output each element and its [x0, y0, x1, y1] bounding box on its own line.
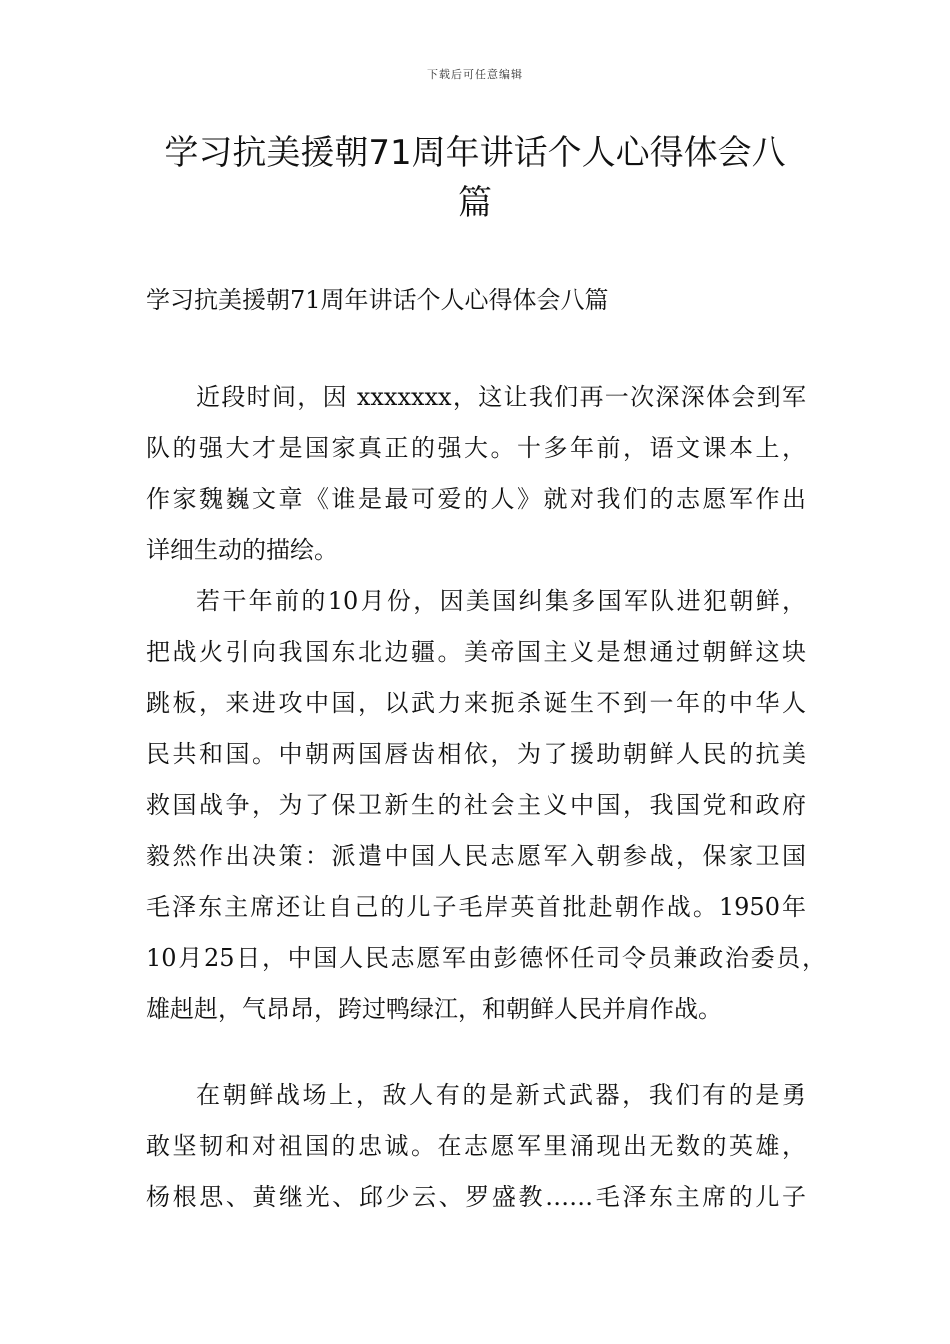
document-title — [120, 128, 830, 228]
paragraph-line: 杨根思、黄继光、邱少云、罗盛教……毛泽东主席的儿子 — [146, 1183, 806, 1211]
paragraph-line: 毅然作出决策：派遣中国人民志愿军入朝参战，保家卫国 — [146, 842, 806, 870]
title-line: 篇 — [458, 183, 492, 223]
title-line: 学习抗美援朝71周年讲话个人心得体会八 — [164, 133, 786, 173]
paragraph-3 — [146, 1070, 826, 1223]
paragraph-line: 雄赳赳，气昂昂，跨过鸭绿江，和朝鲜人民并肩作战。 — [146, 995, 722, 1023]
paragraph-line: 近段时间，因 xxxxxxx，这让我们再一次深深体会到军 — [196, 383, 806, 411]
paragraph-line: 在朝鲜战场上，敌人有的是新式武器，我们有的是勇 — [196, 1081, 806, 1109]
paragraph-line: 把战火引向我国东北边疆。美帝国主义是想通过朝鲜这块 — [146, 638, 806, 666]
paragraph-line: 10月25日，中国人民志愿军由彭德怀任司令员兼政治委员， — [146, 944, 826, 972]
header-note: 下载后可任意编辑 — [427, 68, 523, 81]
paragraph-line: 详细生动的描绘。 — [146, 536, 338, 564]
paragraph-line: 跳板，来进攻中国，以武力来扼杀诞生不到一年的中华人 — [146, 689, 806, 717]
paragraph-1 — [146, 372, 826, 576]
paragraph-line: 若干年前的10月份，因美国纠集多国军队进犯朝鲜， — [196, 587, 806, 615]
paragraph-line: 毛泽东主席还让自己的儿子毛岸英首批赴朝作战。1950年 — [146, 893, 806, 921]
paragraph-2 — [146, 576, 826, 1035]
paragraph-line: 队的强大才是国家真正的强大。十多年前，语文课本上， — [146, 434, 806, 462]
subtitle: 学习抗美援朝71周年讲话个人心得体会八篇 — [146, 286, 609, 314]
paragraph-line: 敢坚韧和对祖国的忠诚。在志愿军里涌现出无数的英雄， — [146, 1132, 806, 1160]
paragraph-line: 救国战争，为了保卫新生的社会主义中国，我国党和政府 — [146, 791, 806, 819]
paragraph-line: 作家魏巍文章《谁是最可爱的人》就对我们的志愿军作出 — [146, 485, 806, 513]
paragraph-line: 民共和国。中朝两国唇齿相依，为了援助朝鲜人民的抗美 — [146, 740, 806, 768]
